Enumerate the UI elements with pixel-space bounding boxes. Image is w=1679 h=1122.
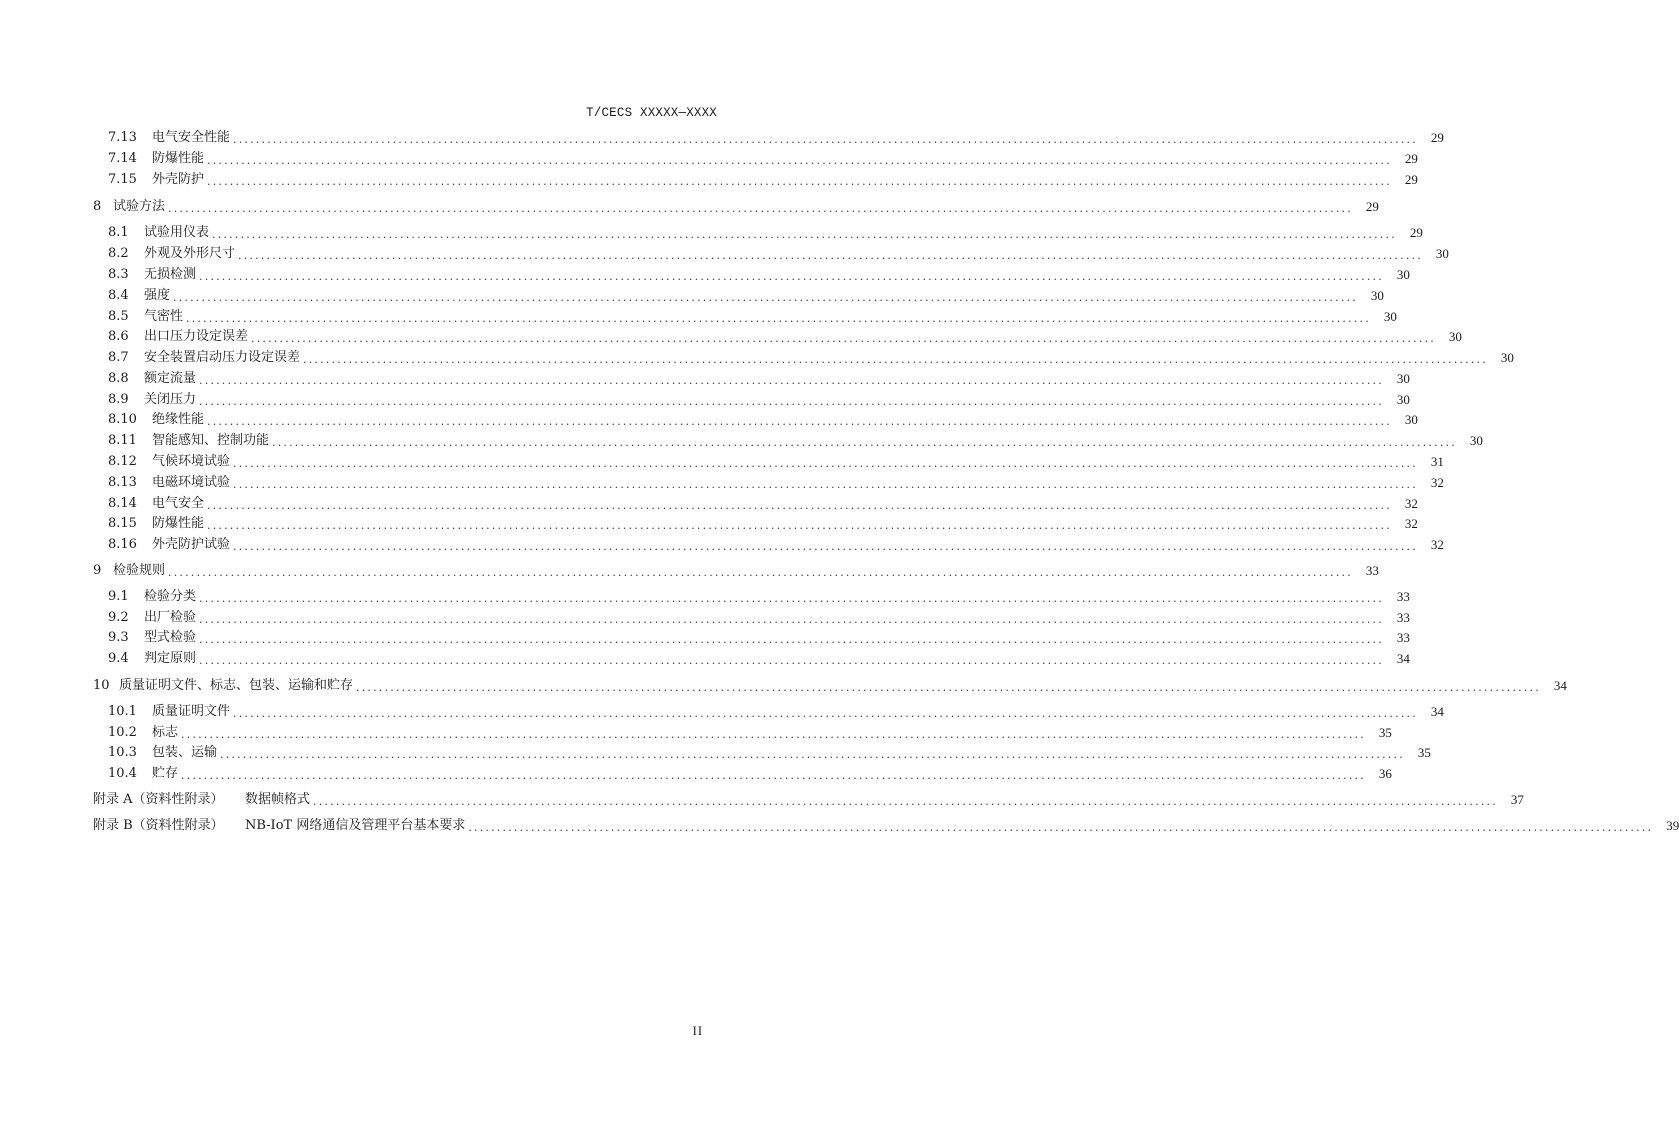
toc-dot-leader: ................................................................................................................................................................................................................ [199,613,1384,626]
toc-entry[interactable] [108,128,1444,148]
toc-entry-page: 33 [1396,630,1410,645]
toc-entry-number: 8.6 [108,329,129,344]
toc-entry-number: 8.5 [108,309,129,324]
toc-entry-title: 电气安全 [152,496,205,511]
toc-entry-title: 出口压力设定误差 [144,329,249,344]
toc-dot-leader: ................................................................................................................................................................................................................ [181,769,1366,782]
toc-entry-page: 29 [1365,199,1379,214]
toc-entry-number: 8.16 [108,537,137,552]
toc-entry-number: 9.4 [108,651,129,666]
toc-entry-number: 10.1 [108,704,137,719]
toc-entry[interactable] [108,244,1449,264]
toc-entry-number: 8.3 [108,267,129,282]
toc-dot-leader: ................................................................................................................................................................................................................ [168,566,1353,579]
toc-entry[interactable] [108,649,1410,669]
toc-dot-leader: ................................................................................................................................................................................................................ [199,654,1384,667]
toc-entry-number: 9.1 [108,589,129,604]
toc-entry-page: 33 [1396,589,1410,604]
toc-entry-number: 附录 A（资料性附录） [93,792,224,807]
toc-entry[interactable] [108,307,1397,327]
toc-entry-title: 防爆性能 [152,151,205,166]
toc-entry-number: 8.2 [108,246,129,261]
toc-entry-title: NB-IoT 网络通信及管理平台基本要求 [245,818,466,833]
toc-entry-page: 29 [1409,225,1423,240]
toc-entry-title: 关闭压力 [144,392,197,407]
toc-entry-page: 29 [1430,130,1444,145]
toc-entry-page: 29 [1404,151,1418,166]
toc-entry-title: 外壳防护试验 [152,537,231,552]
toc-entry[interactable] [108,494,1418,514]
toc-entry[interactable] [108,286,1384,306]
toc-entry[interactable] [108,327,1462,347]
toc-dot-leader: ................................................................................................................................................................................................................ [181,728,1366,741]
toc-entry-number: 9.3 [108,630,129,645]
toc-entry-page: 30 [1383,309,1397,324]
toc-entry-title: 贮存 [152,766,179,781]
toc-entry-title: 外壳防护 [152,172,205,187]
toc-entry[interactable] [108,149,1418,169]
toc-entry[interactable] [108,265,1410,285]
toc-dot-leader: ................................................................................................................................................................................................................ [238,249,1423,262]
toc-entry[interactable] [108,390,1410,410]
toc-entry-number: 7.13 [108,130,137,145]
toc-entry[interactable] [93,816,1679,836]
toc-entry-page: 29 [1404,172,1418,187]
toc-entry[interactable] [108,410,1418,430]
toc-entry[interactable] [108,369,1410,389]
toc-dot-leader: ................................................................................................................................................................................................................ [313,795,1498,808]
toc-entry-number: 10.2 [108,725,137,740]
toc-entry[interactable] [108,702,1444,722]
toc-entry-page: 39 [1666,818,1679,833]
toc-entry-page: 30 [1469,433,1483,448]
toc-entry-page: 33 [1365,563,1379,578]
toc-entry-title: 强度 [144,288,171,303]
toc-entry[interactable] [93,561,1379,581]
toc-dot-leader: ................................................................................................................................................................................................................ [207,154,1392,167]
toc-entry-page: 30 [1396,392,1410,407]
toc-entry-page: 32 [1430,475,1444,490]
toc-entry-page: 34 [1553,678,1567,693]
toc-entry-title: 试验用仪表 [144,225,210,240]
toc-entry[interactable] [108,223,1423,243]
toc-entry-page: 35 [1417,745,1431,760]
toc-dot-leader: ................................................................................................................................................................................................................ [199,374,1384,387]
toc-dot-leader: ................................................................................................................................................................................................................ [251,332,1436,345]
toc-entry[interactable] [108,608,1410,628]
toc-dot-leader: ................................................................................................................................................................................................................ [207,175,1392,188]
toc-entry[interactable] [108,348,1514,368]
toc-entry-page: 30 [1370,288,1384,303]
toc-dot-leader: ................................................................................................................................................................................................................ [186,312,1371,325]
toc-entry[interactable] [108,514,1418,534]
toc-dot-leader: ................................................................................................................................................................................................................ [233,478,1418,491]
toc-entry[interactable] [93,790,1524,810]
toc-dot-leader: ................................................................................................................................................................................................................ [233,707,1418,720]
toc-entry-number: 8.14 [108,496,137,511]
toc-entry-number: 8.13 [108,475,137,490]
toc-entry-number: 附录 B（资料性附录） [93,818,224,833]
toc-entry[interactable] [108,628,1410,648]
toc-dot-leader: ................................................................................................................................................................................................................ [207,519,1392,532]
toc-entry-title: 电磁环境试验 [152,475,231,490]
toc-entry-title: 试验方法 [113,199,166,214]
toc-dot-leader: ................................................................................................................................................................................................................ [220,748,1405,761]
toc-entry[interactable] [108,170,1418,190]
toc-dot-leader: ................................................................................................................................................................................................................ [199,592,1384,605]
toc-entry-title: 判定原则 [144,651,197,666]
toc-dot-leader: ................................................................................................................................................................................................................ [173,291,1358,304]
toc-entry-page: 30 [1448,329,1462,344]
toc-entry-title: 外观及外形尺寸 [144,246,236,261]
toc-entry-title: 电气安全性能 [152,130,231,145]
toc-entry-number: 8.10 [108,412,137,427]
toc-entry[interactable] [93,676,1567,696]
toc-dot-leader: ................................................................................................................................................................................................................ [199,633,1384,646]
toc-dot-leader: ................................................................................................................................................................................................................ [356,681,1541,694]
toc-entry-title: 出厂检验 [144,610,197,625]
toc-entry-number: 9.2 [108,610,129,625]
toc-entry-title: 无损检测 [144,267,197,282]
toc-dot-leader: ................................................................................................................................................................................................................ [199,270,1384,283]
toc-entry-page: 36 [1378,766,1392,781]
toc-entry-number: 8.7 [108,350,129,365]
toc-entry-title: 质量证明文件 [152,704,231,719]
toc-entry[interactable] [108,743,1431,763]
toc-entry-number: 8.12 [108,454,137,469]
toc-entry-page: 30 [1404,412,1418,427]
toc-dot-leader: ................................................................................................................................................................................................................ [168,202,1353,215]
toc-entry-number: 8.1 [108,225,129,240]
toc-entry-page: 31 [1430,454,1444,469]
toc-dot-leader: ................................................................................................................................................................................................................ [233,540,1418,553]
toc-entry-page: 30 [1500,350,1514,365]
toc-entry-number: 8.15 [108,516,137,531]
toc-entry-title: 绝缘性能 [152,412,205,427]
toc-entry-number: 9 [93,563,102,578]
page-number: II [692,1024,703,1038]
toc-entry-page: 30 [1396,267,1410,282]
toc-entry-title: 质量证明文件、标志、包装、运输和贮存 [119,678,354,693]
toc-entry[interactable] [108,587,1410,607]
toc-dot-leader: ................................................................................................................................................................................................................ [199,395,1384,408]
toc-entry-page: 32 [1404,516,1418,531]
toc-entry-page: 34 [1396,651,1410,666]
toc-entry[interactable] [108,764,1392,784]
toc-dot-leader: ................................................................................................................................................................................................................ [233,133,1418,146]
toc-entry-number: 10 [93,678,110,693]
toc-entry-number: 10.4 [108,766,137,781]
document-code: T/CECS XXXXX—XXXX [586,106,717,120]
toc-entry-title: 防爆性能 [152,516,205,531]
toc-entry-number: 10.3 [108,745,137,760]
toc-dot-leader: ................................................................................................................................................................................................................ [207,415,1392,428]
toc-entry-page: 30 [1396,371,1410,386]
toc-dot-leader: ................................................................................................................................................................................................................ [272,436,1457,449]
toc-entry-title: 标志 [152,725,179,740]
toc-entry-page: 35 [1378,725,1392,740]
toc-entry-title: 智能感知、控制功能 [152,433,270,448]
toc-entry-page: 37 [1510,792,1524,807]
toc-dot-leader: ................................................................................................................................................................................................................ [468,821,1654,834]
toc-entry-number: 8.9 [108,392,129,407]
toc-dot-leader: ................................................................................................................................................................................................................ [303,353,1488,366]
toc-entry-title: 额定流量 [144,371,197,386]
toc-entry-title: 数据帧格式 [245,792,311,807]
toc-entry-title: 检验规则 [113,563,166,578]
toc-entry-page: 30 [1435,246,1449,261]
toc-entry-number: 8 [93,199,102,214]
toc-entry[interactable] [108,473,1444,493]
toc-entry-title: 检验分类 [144,589,197,604]
toc-entry[interactable] [108,431,1483,451]
toc-entry-title: 气密性 [144,309,184,324]
toc-entry-title: 型式检验 [144,630,197,645]
toc-entry[interactable] [108,452,1444,472]
toc-entry-page: 32 [1430,537,1444,552]
toc-entry[interactable] [93,197,1379,217]
toc-dot-leader: ................................................................................................................................................................................................................ [212,228,1397,241]
toc-entry-page: 33 [1396,610,1410,625]
toc-entry[interactable] [108,535,1444,555]
toc-dot-leader: ................................................................................................................................................................................................................ [233,457,1418,470]
toc-entry-page: 32 [1404,496,1418,511]
toc-entry-number: 8.11 [108,433,137,448]
toc-dot-leader: ................................................................................................................................................................................................................ [207,499,1392,512]
toc-entry-number: 7.14 [108,151,137,166]
toc-entry-number: 8.8 [108,371,129,386]
toc-entry-title: 安全装置启动压力设定误差 [144,350,301,365]
toc-entry-page: 34 [1430,704,1444,719]
toc-entry-title: 气候环境试验 [152,454,231,469]
toc-entry-number: 7.15 [108,172,137,187]
toc-entry-title: 包装、运输 [152,745,218,760]
toc-entry[interactable] [108,723,1392,743]
toc-entry-number: 8.4 [108,288,129,303]
